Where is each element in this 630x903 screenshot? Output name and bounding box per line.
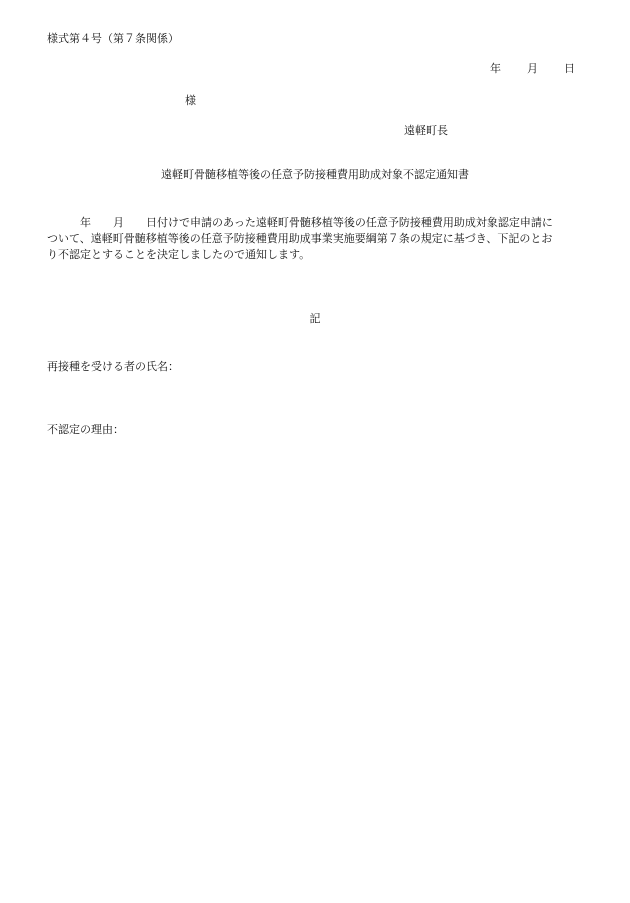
- body-paragraph: [47, 215, 581, 263]
- addressee-suffix: 様: [185, 94, 196, 107]
- form-number: 様式第４号（第７条関係）: [47, 32, 179, 45]
- ki-heading: 記: [309, 312, 321, 325]
- field-recipient-name-label: 再接種を受ける者の氏名：: [47, 360, 179, 373]
- issuer-name: 遠軽町長: [404, 124, 448, 137]
- body-line-3: り不認定とすることを決定しましたので通知します。: [47, 248, 311, 261]
- body-line-1-text: 日付けで申請のあった遠軽町骨髄移植等後の任意予防接種費用助成対象認定申請に: [146, 216, 553, 229]
- field-reason-label: 不認定の理由：: [47, 423, 124, 436]
- date-month-label: 月: [527, 62, 538, 75]
- document-title: 遠軽町骨髄移植等後の任意予防接種費用助成対象不認定通知書: [161, 168, 469, 181]
- date-day-label: 日: [564, 62, 575, 75]
- body-line-1: [47, 215, 581, 231]
- body-line-2: ついて、遠軽町骨髄移植等後の任意予防接種費用助成事業実施要綱第７条の規定に基づき、下記のとお: [47, 232, 553, 245]
- body-month-label: 月: [113, 216, 124, 229]
- date-year-label: 年: [490, 62, 501, 75]
- body-year-label: 年: [80, 216, 91, 229]
- date-line: [490, 62, 575, 76]
